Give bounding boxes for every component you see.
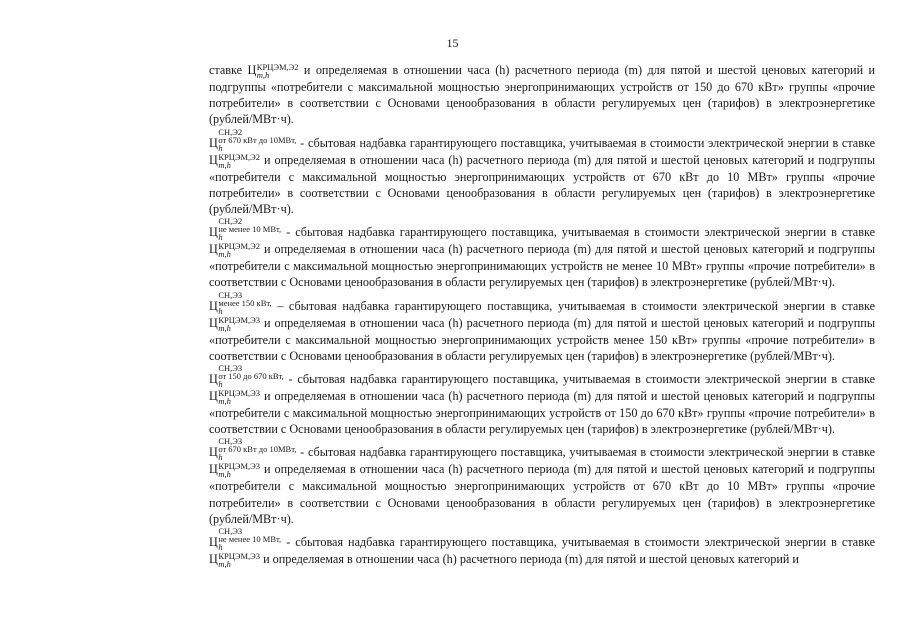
paragraph-text: и определяемая в отношении часа (h) расчетного периода (m) для пятой и шестой ценовых категорий и подгруппы «потребители с максимальной мощностью энергопринимающих устройств от 150 до 670 кВт» группы «прочие потребители» в соответствии с Основами ценообразования в области регулируемых цен (тарифов) в электроэнергетике (рублей/МВт·ч). [209, 63, 876, 127]
paragraph-text-continued: и определяемая в отношении часа (h) расчетного периода (m) для пятой и шестой ценовых категорий и подгруппы «потребители с максимальной мощностью энергопринимающих устройств не менее 10 МВт» группы «прочие потребители» в соответствии с Основами ценообразования в области регулируемых цен (тарифов) в электроэнергетике (рублей/МВт·ч). [209, 242, 876, 290]
paragraph-text-continued: и определяемая в отношении часа (h) расчетного периода (m) для пятой и шестой ценовых категорий и подгруппы «потребители с максимальной мощностью энергопринимающих устройств от 150 до 670 кВт» группы «прочие потребители» в соответствии с Основами ценообразования в области регулируемых цен (тарифов) в электроэнергетике (рублей/МВт·ч). [209, 389, 876, 437]
page-number: 15 [446, 36, 459, 50]
tariff-symbol: Ц КРЦЭМ,Э2 m,h [247, 62, 299, 80]
paragraph-3 [209, 217, 875, 290]
markup-symbol: Ц СН,Э2 не менее 10 МВт, h [209, 216, 282, 243]
paragraph-text: - сбытовая надбавка гарантирующего поставщика, учитываемая в стоимости электрической энергии в ставке [286, 535, 875, 550]
markup-symbol: Ц СН,Э3 от 670 кВт до 10МВт, h [209, 436, 297, 463]
paragraph-2 [209, 128, 875, 218]
markup-symbol: Ц СН,Э3 от 150 до 670 кВт, h [209, 363, 284, 390]
tariff-symbol: Ц КРЦЭМ,Э3 m,h [209, 551, 261, 570]
tariff-symbol: Ц КРЦЭМ,Э3 m,h [209, 461, 261, 480]
paragraph-text-continued: и определяемая в отношении часа (h) расчетного периода (m) для пятой и шестой ценовых категорий и подгруппы «потребители с максимальной мощностью энергопринимающих устройств от 670 кВт до 10 МВт» группы «прочие потребители» в соответствии с Основами ценообразования в области регулируемых цен (тарифов) в электроэнергетике (рублей/МВт·ч). [209, 152, 876, 217]
paragraph-text-continued: и определяемая в отношении часа (h) расчетного периода (m) для пятой и шестой ценовых категорий и подгруппы «потребители с максимальной мощностью энергопринимающих устройств от 670 кВт до 10 МВт» группы «прочие потребители» в соответствии с Основами ценообразования в области регулируемых цен (тарифов) в электроэнергетике (рублей/МВт·ч). [209, 462, 876, 526]
paragraph-text: - сбытовая надбавка гарантирующего поставщика, учитываемая в стоимости электрической энергии в ставке [288, 372, 875, 387]
paragraph-text: – сбытовая надбавка гарантирующего поставщика, учитываемая в стоимости электрической энергии в ставке [277, 298, 876, 313]
paragraph-7 [209, 527, 875, 568]
paragraph-1 [209, 62, 875, 128]
paragraph-text: - сбытовая надбавка гарантирующего поставщика, учитываемая в стоимости электрической энергии в ставке [286, 225, 875, 240]
paragraph-text-continued: и определяемая в отношении часа (h) расчетного периода (m) для пятой и шестой ценовых категорий и подгруппы «потребители с максимальной мощностью энергопринимающих устройств менее 150 кВт» группы «прочие потребители» в соответствии с Основами ценообразования в области регулируемых цен (тарифов) в электроэнергетике (рублей/МВт·ч). [209, 315, 876, 363]
paragraph-4 [209, 291, 875, 364]
paragraph-5 [209, 364, 875, 437]
paragraph-text: - сбытовая надбавка гарантирующего поставщика, учитываемая в стоимости электрической энергии в ставке [300, 135, 875, 150]
tariff-symbol: Ц КРЦЭМ,Э3 m,h [209, 314, 261, 333]
markup-symbol: Ц СН,Э3 не менее 10 МВт, h [209, 526, 282, 553]
paragraph-6 [209, 437, 875, 527]
markup-symbol: Ц СН,Э3 менее 150 кВт, h [209, 289, 272, 316]
tariff-symbol: Ц КРЦЭМ,Э3 m,h [209, 388, 261, 407]
tariff-symbol: Ц КРЦЭМ,Э2 m,h [209, 241, 261, 260]
paragraph-lead: ставке [209, 63, 243, 77]
document-body [209, 62, 875, 568]
paragraph-text: - сбытовая надбавка гарантирующего поставщика, учитываемая в стоимости электрической энергии в ставке [300, 445, 875, 460]
paragraph-text-continued: и определяемая в отношении часа (h) расчетного периода (m) для пятой и шестой ценовых категорий и [263, 552, 799, 567]
tariff-symbol: Ц КРЦЭМ,Э2 m,h [209, 151, 261, 170]
markup-symbol: Ц СН,Э2 от 670 кВт до 10МВт, h [209, 126, 297, 153]
